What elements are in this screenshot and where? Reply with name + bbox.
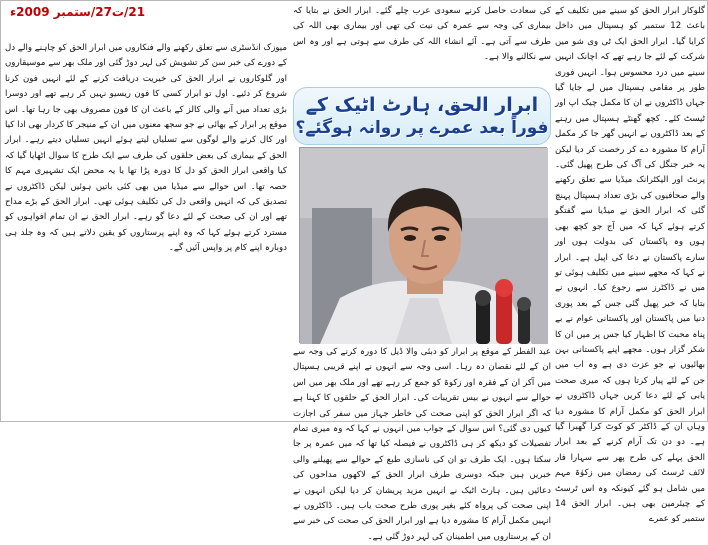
column-middle-top bbox=[293, 4, 551, 84]
headline-line-2: فوراً بعد عمرے پر روانہ ہوگئے؟ bbox=[295, 118, 549, 138]
portrait-illustration bbox=[300, 148, 548, 344]
column-middle-bottom-text: عید الفطر کے موقع پر ابرار کو دبئی والا ڈیل کا دورہ کرنے کی وجہ سے ان کے لئے نقصان دہ رہا۔ اسی وجہ سے انہوں نے اپنے قریبی ہسپتال میں آکر ان کے فقرہ اور زکوۃ کو جمع کر رہے تھے اور ملک بھر میں اس حوالے سے انہوں نے بیس تقریبات کی۔ ابرار الحق کے حلقوں کا کہنا ہے کہ اگر ابرار الحق کو اپنی صحت کی خاطر جہاز میں سفر کی اجازت کیوں دی گئی؟ اس سوال کے جواب میں انہوں نے کہا کہ وہ میری تمام تفصیلات کو دیکھ کر ہی ڈاکٹروں نے فیصلہ کیا تھا کہ میں عمرہ پر جا سکتا ہوں۔ ایک طرف تو ان کی ناسازی طبع کے حوالے سے پھیلنے والی خبریں ہیں جبکہ دوسری طرف ابرار الحق کے لاکھوں مداحوں کی دعائیں ہیں۔ ہارٹ اٹیک نے انہیں مزید پریشان کر دیا لیکن انہوں نے اپنی صحت کی پرواہ کئے بغیر پوری طرح صحت یاب ہیں۔ ڈاکٹروں نے انہیں مکمل آرام کا مشورہ دیا ہے اور ابرار الحق کی صحت کی خبر سے ان کے پرستاروں میں اطمینان کی لہر دوڑ گئی ہے۔ bbox=[293, 347, 551, 542]
column-right bbox=[555, 4, 706, 525]
column-middle-top-text: کی سعادت حاصل کرنے سعودی عرب چلے گئے۔ ابرار الحق نے بتایا کہ بیماری کی وجہ سے عمرہ کی نیت کی تھی اور بیماری بھی اللہ کی طرف سے آتی ہے۔ آئے انشاء اللہ کی طرف سے ہوتی ہے اور وہ اس سے نکالنے والا ہے۔ bbox=[293, 6, 551, 63]
column-right-text: گلوکار ابرار الحق کو سینے میں تکلیف کے باعث 12 ستمبر کو ہسپتال میں داخل کرایا گیا۔ ابرار الحق ایک ٹی وی شو میں شرکت کے لئے جا رہے تھے کہ اچانک انہیں سینے میں درد محسوس ہوا۔ انہیں فوری طور پر مقامی ہسپتال میں لے جایا گیا جہاں ڈاکٹروں نے ان کا مکمل چیک اپ اور ٹیسٹ کئے۔ کچھ گھنٹے ہسپتال میں رہنے کے بعد ڈاکٹروں نے انہیں گھر جا کر مکمل آرام کا مشورہ دے کر رخصت کر دیا لیکن یہ خبر جنگل کی آگ کی طرح پھیل گئی۔ پرنٹ اور الیکٹرانک میڈیا سے تعلق رکھنے والے صحافیوں کی بڑی تعداد ہسپتال پہنچ گئی کہ ابرار الحق نے میڈیا سے گفتگو کرتے ہوئے کہا کہ میں آج جو کچھ بھی ہوں وہ پاکستان کی بدولت ہوں اور سارے پاکستان نے دعا کی اپیل ہے۔ ابرار نے کہا کہ مجھے سینے میں تکلیف ہوئی تو میں نے ڈاکٹرز سے رجوع کیا۔ انہوں نے بتایا کہ خبر پھیل گئی جس کے بعد پوری دنیا میں پاکستان اور پاکستانی عوام نے بے پناہ محبت کا اظہار کیا جس پر میں ان کا شکر گزار ہوں۔ مجھے اپنے پاکستانی بہن بھائیوں نے جو عزت دی ہے وہ اب میں جن کے لئے پیار کرتا ہوں کہ میری صحت یابی کے لئے دعا کریں جہاں ڈاکٹروں نے ابرار الحق کو مکمل آرام کا مشورہ دیا وہاں ان کے ڈاکٹر کو کوٹ کرا گھبرا گیا ہے۔ دو دن تک آرام کرنے کے بعد ابرار الحق پہلے کی طرح پھر سے سہارا فار لائف ٹرسٹ کی رمضان میں زکوٰۃ مہم میں شامل ہو گئے کیونکہ وہ اس ٹرسٹ کے چیئرمین بھی ہیں۔ ابرار الحق 14 ستمبر کو عمرے bbox=[555, 6, 706, 525]
column-left-text: میوزک انڈسٹری سے تعلق رکھنے والے فنکاروں میں ابرار الحق کو چاہنے والے دل کے دورے کی خبر سن کر تشویش کی لہر دوڑ گئی اور ملک بھر سے موسیقاروں اور گلوکاروں نے ابرار الحق کی خیریت دریافت کرنے کے لئے انہیں فون کرنا شروع کر دئیے۔ اول تو ابرار کسی کا فون ریسیو نہیں کر رہے تھے اور دوسرا بڑی تعداد میں آنے والی کالز کے باعث ان کا فون مصروف بھی جا رہا تھا۔ اس موقع پر ابرار کے بھائی نے جو سجھ معنوں میں ان کے منیجر کا کردار بھی ادا کیا اور کال کرنے والے لوگوں سے تسلیاں لیتے ہوئے انہیں تسلیاں دیتے رہے۔ ابرار الحق کے بیماری کی بعض حلقوں کی طرف سے ایک طرح کا سوال اٹھایا گیا کہ کیا واقعی ابرار الحق کو دل کا دورہ پڑا تھا یا یہ محض ایک تشہیری مہم کا حصہ تھا۔ اس حوالے سے میڈیا میں بھی کئی باتیں ہوئیں لیکن ڈاکٹروں نے تصدیق کی کہ انہیں واقعی دل کی تکلیف ہوئی تھی۔ ابرار الحق کے بڑے مداح تھے اور ان کی صحت کے لئے دعا گو رہے۔ ابرار الحق نے ان تمام افواہوں کو مسترد کرتے ہوئے کہا کہ وہ اپنے پرستاروں کو یقین دلاتے ہیں کہ وہ جلد ہی دوبارہ اپنے کام پر واپس آئیں گے۔ bbox=[5, 43, 287, 254]
date-label: 21/ت27/ستمبر 2009ء bbox=[10, 5, 146, 19]
column-middle-bottom bbox=[293, 345, 551, 542]
headline-box bbox=[293, 87, 551, 145]
portrait-photo bbox=[299, 147, 547, 343]
column-left bbox=[5, 41, 287, 420]
headline-line-1: ابرار الحق، ہارٹ اٹیک کے bbox=[305, 94, 539, 116]
